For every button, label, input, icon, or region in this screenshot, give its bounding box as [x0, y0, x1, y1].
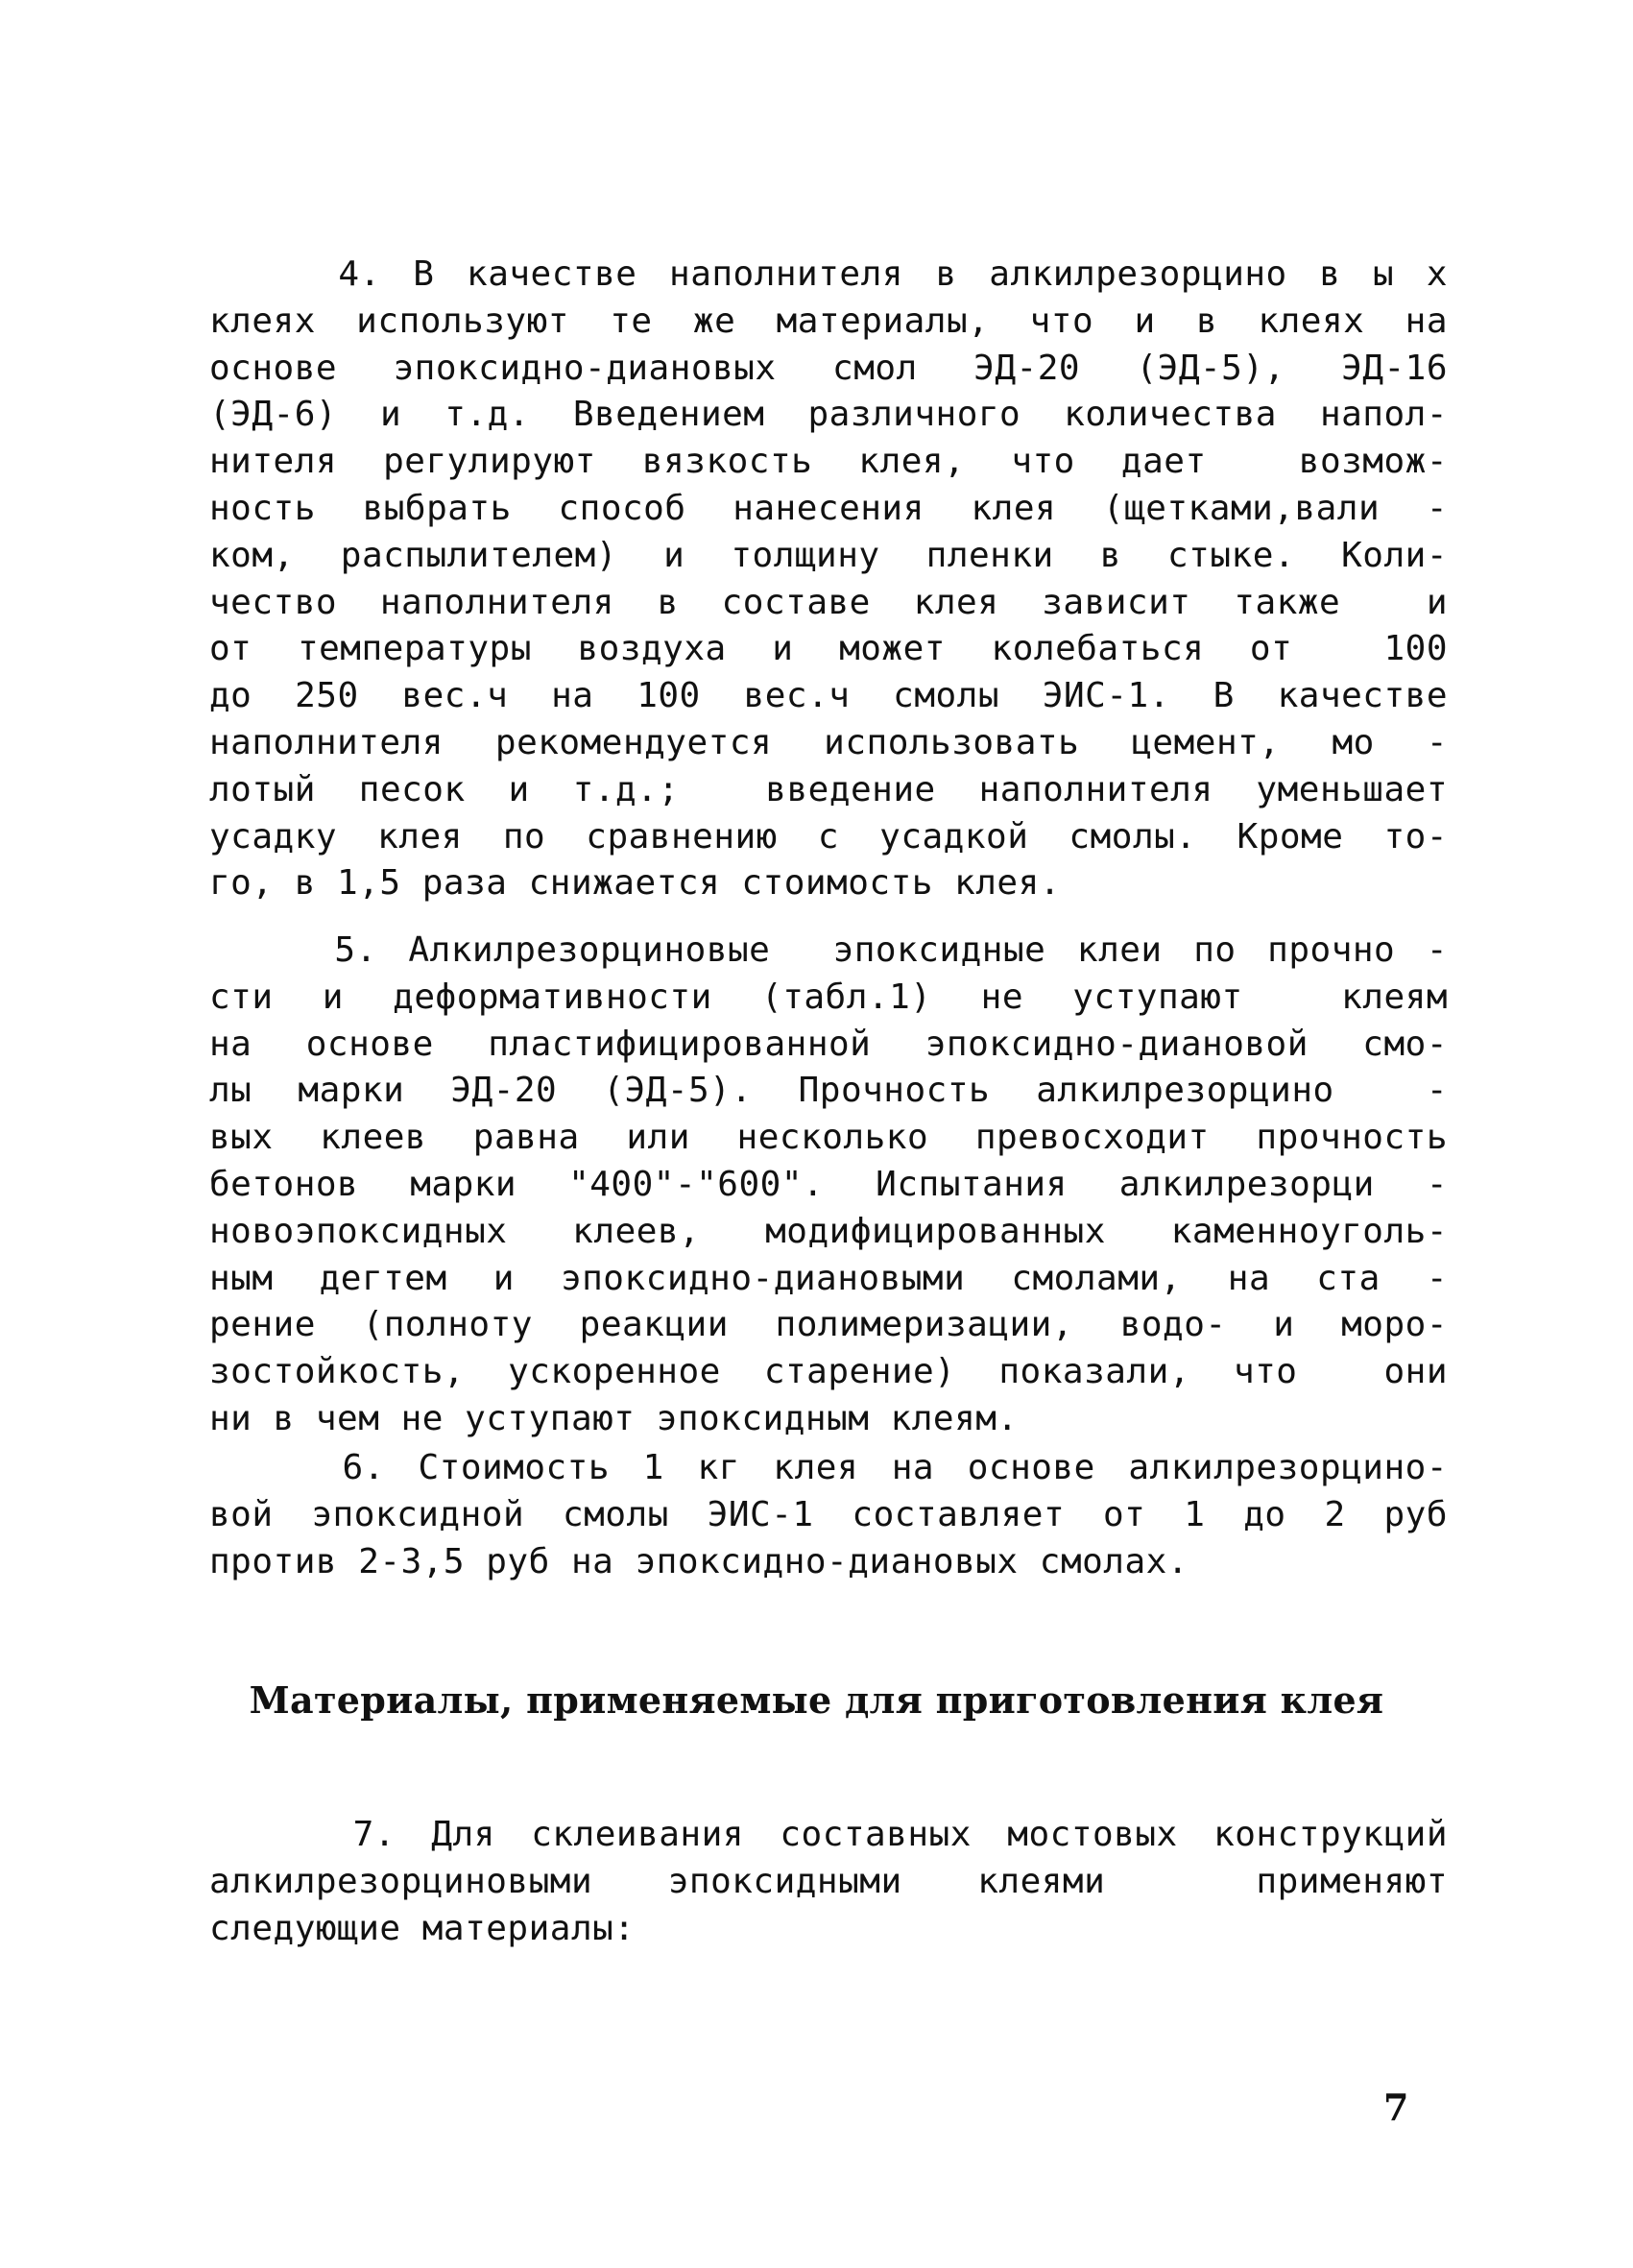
text-line: от температуры воздуха и может колебаться от 100: [209, 629, 1448, 669]
text-line: чество наполнителя в составе клея зависит также и: [209, 582, 1448, 622]
text-line: вой эпоксидной смолы ЭИС-1 составляет от 1 до 2 руб: [209, 1494, 1448, 1534]
text-line: лы марки ЭД-20 (ЭД-5). Прочность алкилрезорцино -: [209, 1071, 1448, 1111]
text-line: основе эпоксидно-диановых смол ЭД-20 (ЭД-5), ЭД-16: [209, 348, 1448, 388]
text-line: зостойкость, ускоренное старение) показали, что они: [209, 1352, 1448, 1392]
text-line: клеях используют те же материалы, что и в клеях на: [209, 301, 1448, 341]
text-line: рение (полноту реакции полимеризации, водо- и моро-: [209, 1305, 1448, 1345]
text-line: ность выбрать способ нанесения клея (щетками,вали -: [209, 488, 1448, 528]
text-line: 5. Алкилрезорциновые эпоксидные клеи по прочно -: [209, 930, 1448, 970]
text-line: (ЭД-6) и т.д. Введением различного количества напол-: [209, 395, 1448, 435]
text-line: до 250 вес.ч на 100 вес.ч смолы ЭИС-1. В качестве: [209, 676, 1448, 716]
text-line: бетонов марки "400"-"600". Испытания алкилрезорци -: [209, 1164, 1448, 1204]
text-line: усадку клея по сравнению с усадкой смолы. Кроме то-: [209, 816, 1448, 857]
text-line: на основе пластифицированной эпоксидно-диановой смо-: [209, 1024, 1448, 1064]
paragraph-4: [209, 252, 1448, 907]
text-line: ни в чем не уступают эпоксидным клеям.: [209, 1398, 1019, 1438]
text-line: против 2-3,5 руб на эпоксидно-диановых смолах.: [209, 1541, 1189, 1581]
section-heading: Материалы, применяемые для приготовления клея: [249, 1678, 1384, 1722]
text-line: сти и деформативности (табл.1) не уступают клеям: [209, 977, 1448, 1017]
text-line: ком, распылителем) и толщину пленки в стыке. Коли-: [209, 535, 1448, 575]
text-line: лотый песок и т.д.; введение наполнителя уменьшает: [209, 769, 1448, 809]
paragraph-6: [209, 1445, 1448, 1585]
paragraph-7: [209, 1812, 1448, 1952]
text-line: го, в 1,5 раза снижается стоимость клея.: [209, 863, 1061, 904]
page-number: 7: [1383, 2086, 1409, 2129]
text-line: следующие материалы:: [209, 1908, 636, 1948]
text-line: 7. Для склеивания составных мостовых конструкций: [209, 1815, 1448, 1854]
text-line: ным дегтем и эпоксидно-диановыми смолами, на ста -: [209, 1258, 1448, 1298]
paragraph-5: [209, 928, 1448, 1443]
text-line: 4. В качестве наполнителя в алкилрезорцино в ы х: [209, 254, 1448, 294]
text-line: 6. Стоимость 1 кг клея на основе алкилрезорцино-: [209, 1448, 1448, 1487]
text-line: нителя регулируют вязкость клея, что дает возмож-: [209, 442, 1448, 482]
text-line: алкилрезорциновыми эпоксидными клеями применяют: [209, 1861, 1448, 1901]
text-line: новоэпоксидных клеев, модифицированных каменноуголь-: [209, 1211, 1448, 1251]
text-line: вых клеев равна или несколько превосходит прочность: [209, 1118, 1448, 1158]
text-line: наполнителя рекомендуется использовать цемент, мо -: [209, 722, 1448, 762]
